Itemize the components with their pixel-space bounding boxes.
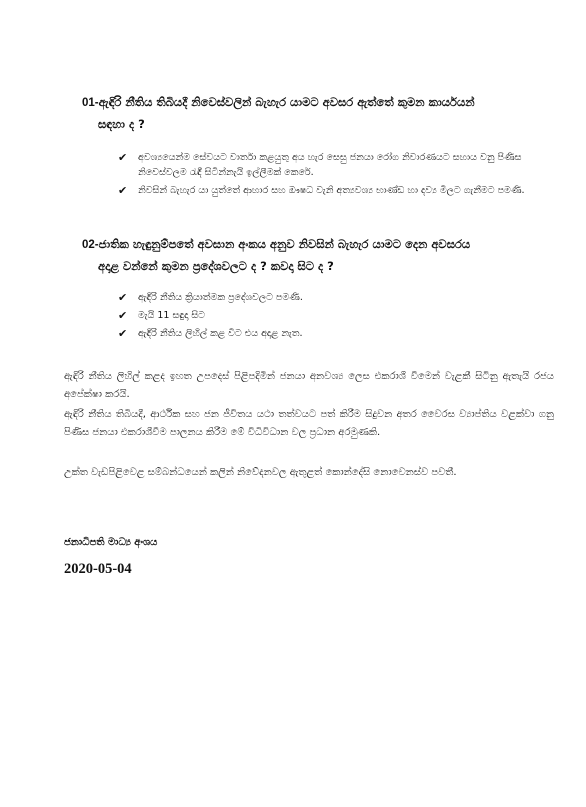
answer-list-1 — [118, 150, 548, 201]
question-1-number: 01- — [82, 97, 99, 109]
question-2 — [82, 234, 542, 277]
list-item — [118, 308, 548, 323]
question-2-line-2: අදාළ වන්නේ කුමන ප්‍රදේශවලට ද ? කවදා සිට ද ? — [98, 259, 334, 273]
paragraph-1: ඇඳිරි නීතිය ලිහිල් කළද ඉහත උපදෙස් පිළිපදිමින් ජනයා අනවශ්‍ය ලෙස එකරාශී වීමෙන් වැළකී සිටිනු ඇතැයි රජය අපේක්ෂා කරයි. — [64, 371, 554, 400]
list-item — [118, 183, 548, 198]
list-item — [118, 150, 548, 180]
question-2-line-1 — [82, 234, 542, 256]
question-2-text: ජාතික හැඳුනුම්පතේ අවසාන අංකය අනුව නිවසින් බැහැර යාමට දෙන අවසරය — [98, 237, 471, 251]
paragraph-2: ඇඳිරි නීතිය තිබියදී, ආර්ථික සහ ජන ජීවිතය යථා තත්වයට පත් කිරීම සිදුවන අතර වෛරස ව්‍යාප්තිය වළක්වා ගනු පිණිස ජනයා එකරාශීවීම පාලනය කිරීම මේ විධිවිධාන වල ප්‍රධාන අරමුණකි. — [64, 409, 554, 438]
answer-list-2 — [118, 290, 548, 344]
document-date: 2020-05-04 — [64, 561, 132, 577]
question-1 — [82, 92, 542, 135]
list-item — [118, 290, 548, 305]
question-1-line-2: සඳහා ද ? — [98, 117, 145, 131]
answer-text: නිවසින් බැහැර යා යුත්තේ ආහාර සහ ඖෂධ වැනි අත්‍යවශ්‍ය භාණ්ඩ හා දව්‍ය මිලට ගැනීමට පමණි. — [138, 185, 525, 196]
question-2-number: 02- — [82, 239, 99, 251]
paragraph-3: උක්ත වැඩපිළිවෙළ සම්බන්ධයෙන් කලින් නිවේදනවල ඇතුළත් කොන්දේසි නොවෙනස්ව පවතී. — [64, 467, 457, 478]
list-item — [118, 326, 548, 341]
signature-line: ජනාධිපති මාධ්‍ය අංශය — [64, 537, 158, 548]
check-icon: ✔ — [118, 327, 128, 340]
question-1-line-1 — [82, 92, 542, 114]
check-icon: ✔ — [118, 309, 128, 322]
answer-text: මැයි 11 සඳුදා සිට — [138, 310, 206, 321]
answer-text: ඇඳිරි නීතිය ලිහිල් කළ විට එය අදාළ නැත. — [138, 328, 303, 339]
question-1-text: ඇඳිරි නීතිය තිබියදී නිවෙස්වලින් බැහැර යාමට අවසර ඇත්තේ කුමන කාර්යයන් — [98, 95, 475, 109]
check-icon: ✔ — [118, 151, 128, 164]
answer-text: ඇඳිරි නීතිය ක්‍රියාත්මක ප්‍රදේශවලට පමණි. — [138, 292, 303, 303]
check-icon: ✔ — [118, 291, 128, 304]
check-icon: ✔ — [118, 184, 128, 197]
answer-text: අවශ්‍යයෙන්ම සේවයට වාර්තා කළයුතු අය හැර සෙසු ජනයා රෝග නිවාරණයට සහාය වනු පිණිස නිවෙස්වලම රැඳී සිටින්නැයි ඉල්ලීමක් කෙරේ. — [138, 152, 522, 178]
